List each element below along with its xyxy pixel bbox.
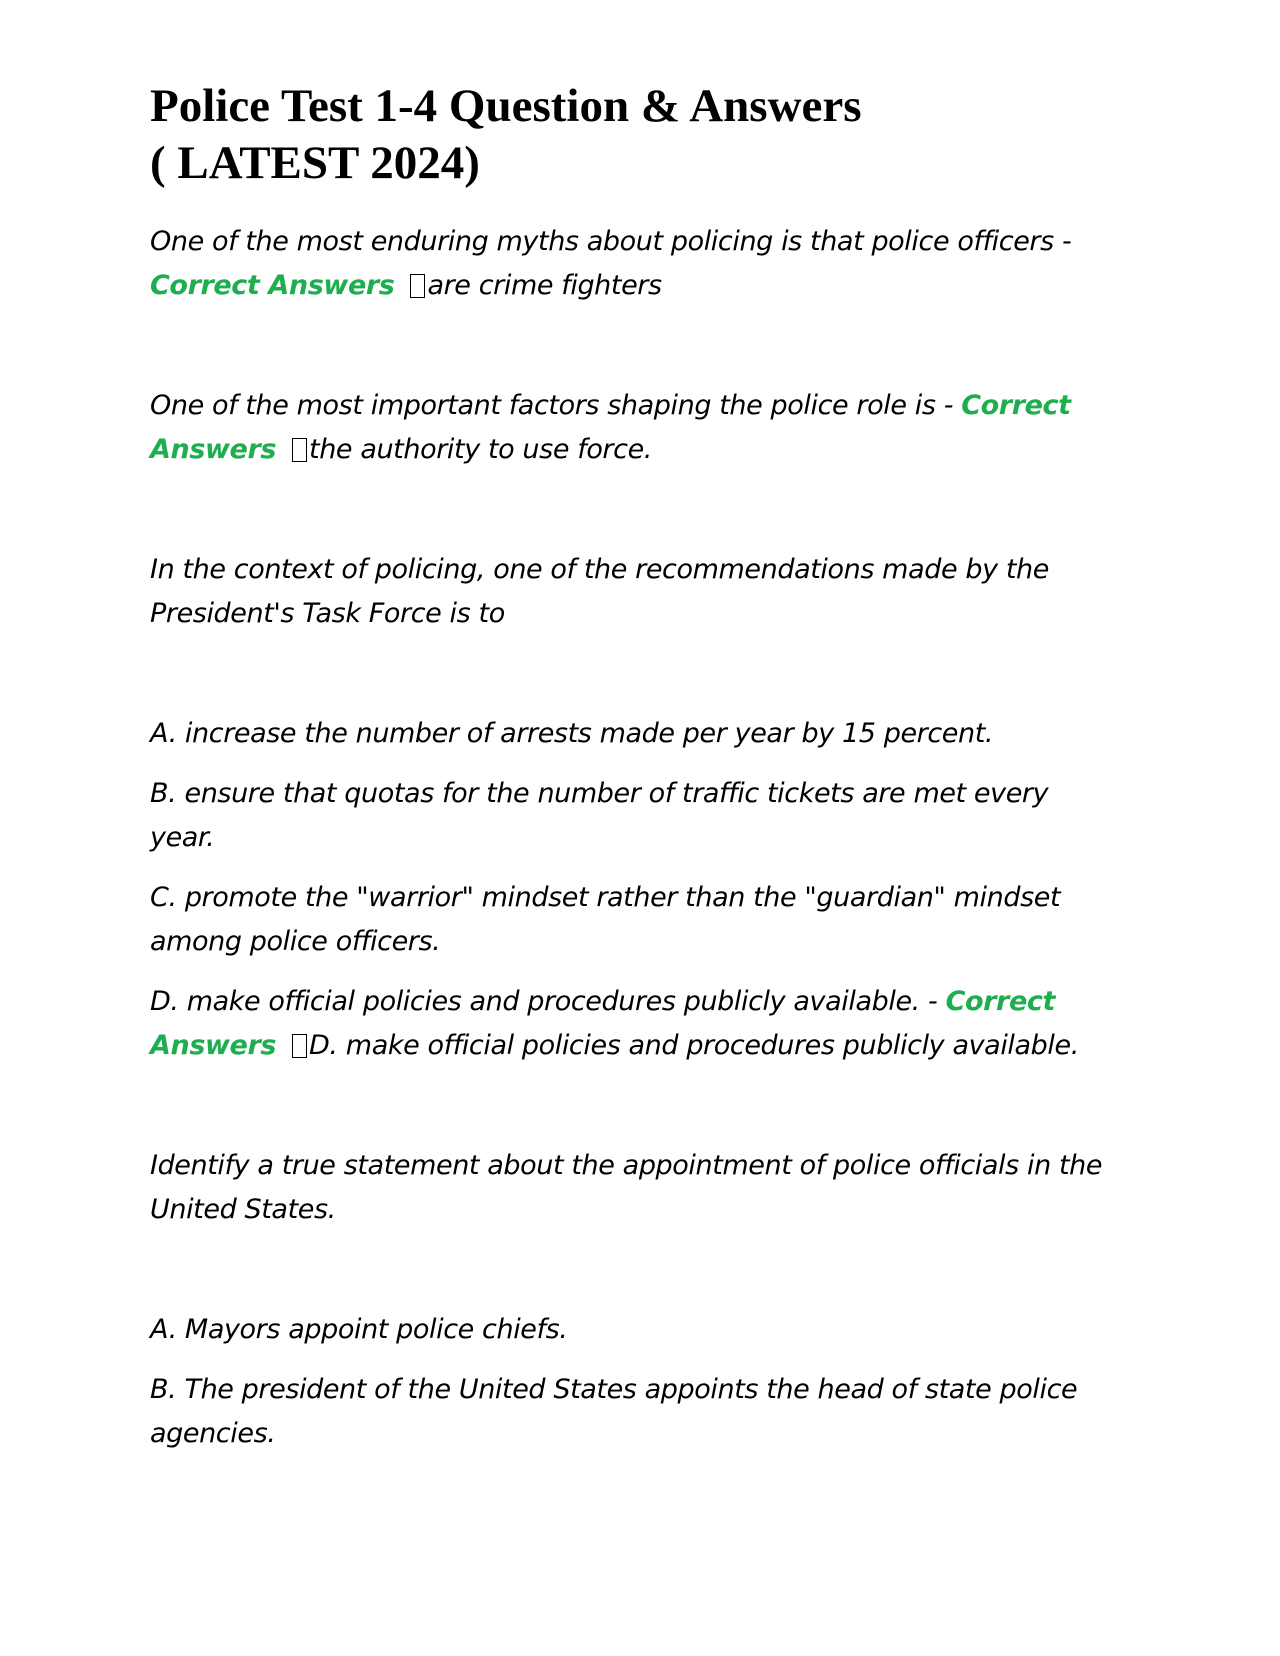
question-3-option-a: A. increase the number of arrests made per year by 15 percent. bbox=[150, 718, 994, 749]
question-1-text: One of the most enduring myths about policing is that police officers - bbox=[150, 226, 1072, 257]
question-3-answer: D. make official policies and procedures publicly available. bbox=[309, 1030, 1079, 1061]
question-3-option-d bbox=[150, 980, 1110, 1068]
checkbox-icon bbox=[410, 274, 425, 298]
question-3-option-c: C. promote the "warrior" mindset rather than the "guardian" mindset among police officers. bbox=[150, 882, 1061, 957]
checkbox-icon bbox=[292, 1034, 307, 1058]
correct-answers-label: Correct Answers bbox=[150, 390, 1071, 465]
question-3-option-b: B. ensure that quotas for the number of traffic tickets are met every year. bbox=[150, 778, 1049, 853]
question-4-text: Identify a true statement about the appointment of police officials in the United States. bbox=[150, 1150, 1103, 1225]
question-2-text: One of the most important factors shaping the police role is - bbox=[150, 390, 954, 421]
title-line-2: ( LATEST 2024) bbox=[150, 137, 480, 189]
question-3-option-d-text: D. make official policies and procedures publicly available. - bbox=[150, 986, 938, 1017]
document-title bbox=[150, 78, 1110, 192]
question-1 bbox=[150, 220, 1110, 308]
question-2 bbox=[150, 384, 1110, 472]
question-4-option-b: B. The president of the United States appoints the head of state police agencies. bbox=[150, 1374, 1078, 1449]
question-4-option-a: A. Mayors appoint police chiefs. bbox=[150, 1314, 568, 1345]
checkbox-icon bbox=[292, 438, 307, 462]
question-1-answer: are crime fighters bbox=[427, 270, 662, 301]
correct-answers-label: Correct Answers bbox=[150, 270, 395, 301]
title-line-1: Police Test 1-4 Question & Answers bbox=[150, 80, 862, 132]
question-2-answer: the authority to use force. bbox=[309, 434, 652, 465]
correct-answers-label: Correct Answers bbox=[150, 986, 1055, 1061]
question-3 bbox=[150, 548, 1110, 636]
question-3-text: In the context of policing, one of the recommendations made by the President's Task Force is to bbox=[150, 554, 1049, 629]
question-4 bbox=[150, 1144, 1110, 1232]
document-content bbox=[150, 78, 1110, 1456]
